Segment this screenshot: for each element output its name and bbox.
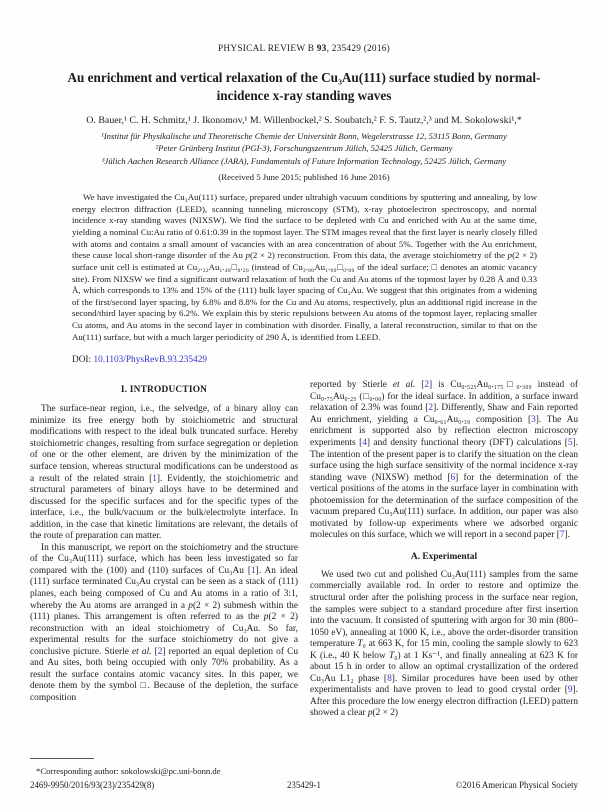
- text-segment: ]. After this procedure the low energy electron diffraction (LEED) pattern showed a clear: [310, 685, 578, 719]
- text-segment: p: [188, 600, 193, 611]
- affiliations-block: [0, 130, 608, 167]
- text-segment: ] and density functional theory (DFT) calculations [: [366, 437, 568, 448]
- text-segment: 93: [316, 44, 327, 54]
- footnote-block: [30, 758, 298, 778]
- text-segment: (2 × 2): [372, 708, 399, 719]
- reference-link[interactable]: 9: [567, 685, 573, 696]
- text-segment: (2 × 2) submesh within the (111) planes. This arrangement is often referred to as the: [30, 600, 298, 623]
- text-segment: , 235429 (2016): [326, 44, 390, 54]
- reference-link[interactable]: 4: [362, 437, 367, 448]
- affiliation-3: ³Jülich Aachen Research Alliance (JARA), Fundamentals of Future Information Technology, 52425 Jülich, Germany: [101, 155, 507, 166]
- corresponding-author-footnote: *Corresponding author: sokolowski@pc.uni-bonn.de: [36, 766, 221, 777]
- text-segment: T: [357, 639, 363, 650]
- text-segment: ] is Cu₀.₅₂₅Au₀.₁₇₅□₀.₃₀₀ instead of Cu₀.₇₅Au₀.₂₅ (□₀.₀₀) for the ideal surface. In addition, a surface inward relaxation of 2.3% was found [: [310, 380, 579, 414]
- text-segment: (2 × 2) reconstruction. From this data, the average stoichiometry of the: [249, 250, 508, 261]
- reference-link[interactable]: 3: [531, 414, 536, 425]
- doi-line: [72, 355, 537, 365]
- subsection-heading-experimental: A. Experimental: [410, 551, 478, 562]
- text-segment: reported by Stierle: [310, 380, 393, 391]
- text-segment: ]. An ideal (111) surface terminated Cu₃Au crystal can be seen as a stack of (111) planes, each being composed of Cu and Au atoms in a ratio of 3:1, whereby the Au atoms are arranged in a: [30, 565, 298, 611]
- text-segment: et al.: [392, 380, 416, 391]
- issn-code: 2469-9950/2016/93(23)/235429(8): [30, 780, 155, 790]
- reference-link[interactable]: 6: [450, 472, 456, 483]
- received-line: (Received 5 June 2015; published 16 June 2016): [218, 172, 390, 183]
- text-segment: ]. Differently, Shaw and Fain reported Au enrichment, yielding a Cu₀.₆₁Au₀.₃₉ composition [: [310, 403, 578, 425]
- text-segment: ]. The intention of the present paper is to clarify the situation on the clean surface using the high surface sensitivity of the normal incidence x-ray standing wave (NIXSW) method [: [310, 437, 578, 483]
- text-segment: T: [389, 650, 395, 661]
- text-segment: ]. Evidently, the stoichiometric and structural parameters of binary alloys have to be determined and discussed for the specific surfaces and for the specific types of the interface, i.e., the bulk/vacuum or the bulk/electrolyte interface. In addition, in the case that kinetic limitations are relevant, the details of the route of preparation can matter.: [30, 473, 298, 542]
- text-segment: ₀ at 663 K, for 15 min, cooling the sample slowly to 623 K (i.e., 40 K below: [310, 639, 578, 661]
- text-segment: et al.: [132, 646, 152, 657]
- text-segment: ]. Similar procedures have been used by other experimentalists and have proven to lead to good crystal order [: [310, 673, 578, 696]
- text-segment: (2 × 2) reconstruction with an ideal stoichiometry of Cu₃Au. So far, experimental results for the surface stoichiometry do not give a conclusive picture. Stierle: [30, 612, 298, 657]
- text-segment: p: [367, 708, 373, 719]
- text-segment: ]. The Au enrichment is supported also by reflection electron microscopy experiments [: [310, 414, 578, 448]
- reference-link[interactable]: 1: [152, 473, 157, 484]
- text-segment: ].: [564, 530, 570, 541]
- text-segment: ] reported an equal depletion of Cu and Au sites, both being occupied with only 70% probability. As a result the surface contains atomic vacancy sites. In this paper, we denote them by the symbol □. Because of the depletion, the surface composition: [30, 646, 298, 703]
- text-segment: In this manuscript, we report on the stoichiometry and the structure of the Cu₃Au(111) surface, which has been less investigated so far compared with the (100) and (110) surfaces of Cu₃Au [: [30, 542, 298, 576]
- reference-link[interactable]: 5: [567, 437, 573, 448]
- reference-link[interactable]: 2: [157, 646, 163, 657]
- doi-label: DOI:: [72, 355, 94, 366]
- page-title: Au enrichment and vertical relaxation of the Cu₃Au(111) surface studied by normal-incidence x-ray standing waves: [67, 70, 541, 103]
- text-segment: ₀) at 1 Ks⁻¹, and finally annealing at 623 K for about 15 h in order to allow an optimal crystallization of the ordered Cu₃Au L1₂ phase [: [310, 650, 579, 684]
- text-segment: The surface-near region, i.e., the selvedge, of a binary alloy can minimize its free energy both by stoichiometric and structural modifications with respect to the ideal bulk truncated surface. Hereby stoichiometric changes, resulting from surface segregation or depletion of one or the other element, are driven by the minimization of the surface tension, whereas structural modifications can be understood as a result of the related strain [: [30, 404, 298, 484]
- affiliation-2: ²Peter Grünberg Institut (PGI-3), Forschungszentrum Jülich, 52425 Jülich, Germany: [155, 143, 453, 154]
- section-heading-introduction: I. INTRODUCTION: [120, 385, 208, 396]
- text-segment: [: [415, 380, 425, 391]
- experimental-paragraph: [310, 570, 578, 720]
- text-segment: We have investigated the Cu₃Au(111) surface, prepared under ultrahigh vacuum conditions by sputtering and annealing, by low energy electron diffraction (LEED), scanning tunneling microscopy (STM), x-ray photoelectron spectroscopy, and normal incidence x-ray standing waves (NIXSW). We find the surface to be depleted with Cu and enriched with Au at the same time, yielding a nominal Cu:Au ratio of 0.61:0.39 in the topmost layer. The STM images reveal that the first layer is nearly closely filled with atoms and contains a small amount of vacancies with an area concentration of about 5%. Together with the Au enrichment, these cause local short-range disorder of the Au: [72, 192, 537, 261]
- text-segment: PHYSICAL REVIEW B: [218, 44, 317, 54]
- text-segment: p: [263, 612, 269, 623]
- page-footer: [30, 780, 578, 790]
- abstract: [72, 192, 537, 343]
- doi-link[interactable]: 10.1103/PhysRevB.93.235429: [93, 355, 207, 366]
- text-segment: p: [245, 250, 250, 261]
- body-paragraph-continuation: [310, 380, 578, 542]
- reference-link[interactable]: 7: [559, 530, 565, 541]
- text-segment: We used two cut and polished Cu₃Au(111) samples from the same commercially available rod. In order to restore and optimize the structural order after the polishing process in the surface near region, the samples were subject to a standard procedure after first insertion into the vacuum. It consisted of sputtering with argon for 30 min (800–1050 eV), annealing at 1000 K, i.e., above the order-disorder transition temperature: [310, 569, 578, 650]
- footnote-divider: [30, 758, 94, 759]
- reference-link[interactable]: 8: [387, 673, 392, 684]
- text-segment: [: [151, 646, 158, 657]
- journal-header: [0, 44, 608, 54]
- affiliation-1: ¹Institut für Physikalische und Theoretische Chemie der Universität Bonn, Wegelerstrasse 12, 53115 Bonn, Germany: [101, 131, 507, 142]
- authors-line: O. Bauer,¹ C. H. Schmitz,¹ J. Ikonomov,¹ M. Willenbockel,² S. Soubatch,² F. S. Tautz,²,³ and M. Sokolowski¹,*: [86, 115, 522, 127]
- intro-paragraph-1: [30, 404, 298, 543]
- page-number: 235429-1: [286, 780, 321, 790]
- text-segment: p: [507, 250, 513, 261]
- copyright-notice: ©2016 American Physical Society: [455, 780, 578, 790]
- right-column: [310, 380, 578, 778]
- reference-link[interactable]: 2: [428, 403, 434, 414]
- two-column-body: [30, 380, 578, 778]
- reference-link[interactable]: 1: [250, 565, 256, 576]
- left-column: [30, 380, 298, 778]
- text-segment: ] for the determination of the vertical positions of the atoms in the surface layer in combination with photoemission for the determination of the surface composition of the vacuum prepared Cu₃Au(111) surface. In addition, our paper was also motivated by follow-up experiments where we adsorbed organic molecules on this surface, which we will report in a second paper [: [310, 472, 578, 541]
- intro-paragraph-2: [30, 543, 298, 705]
- reference-link[interactable]: 2: [424, 380, 430, 391]
- text-segment: (2 × 2) surface unit cell is estimated at Cu₂.₃₂Au₁.₄₈□₀.₂₀ (instead of Cu₃.₀₀Au₁.₀₀□₀.₀₀ of the ideal surface; □ denotes an atomic vacancy site). From NIXSW we find a significant outward relaxation of both the Cu and Au atoms of the topmost layer by 0.28 Å and 0.33 Å, which corresponds to 13% and 15% of the (111) bulk layer spacing of Cu₃Au. We suggest that this originates from a widening of the first/second layer spacing, by 6.8% and 8.8% for the Cu and Au atoms, respectively, plus an additional rigid increase in the second/third layer spacing by 6.2%. We explain this by steric repulsions between Au atoms of the topmost layer, replacing smaller Cu atoms, and Au atoms in the second layer in combination with disorder. Finally, a lateral reconstruction, similar to that on the Au(111) surface, but with a much larger periodicity of 290 Å, is identified from LEED.: [72, 250, 537, 342]
